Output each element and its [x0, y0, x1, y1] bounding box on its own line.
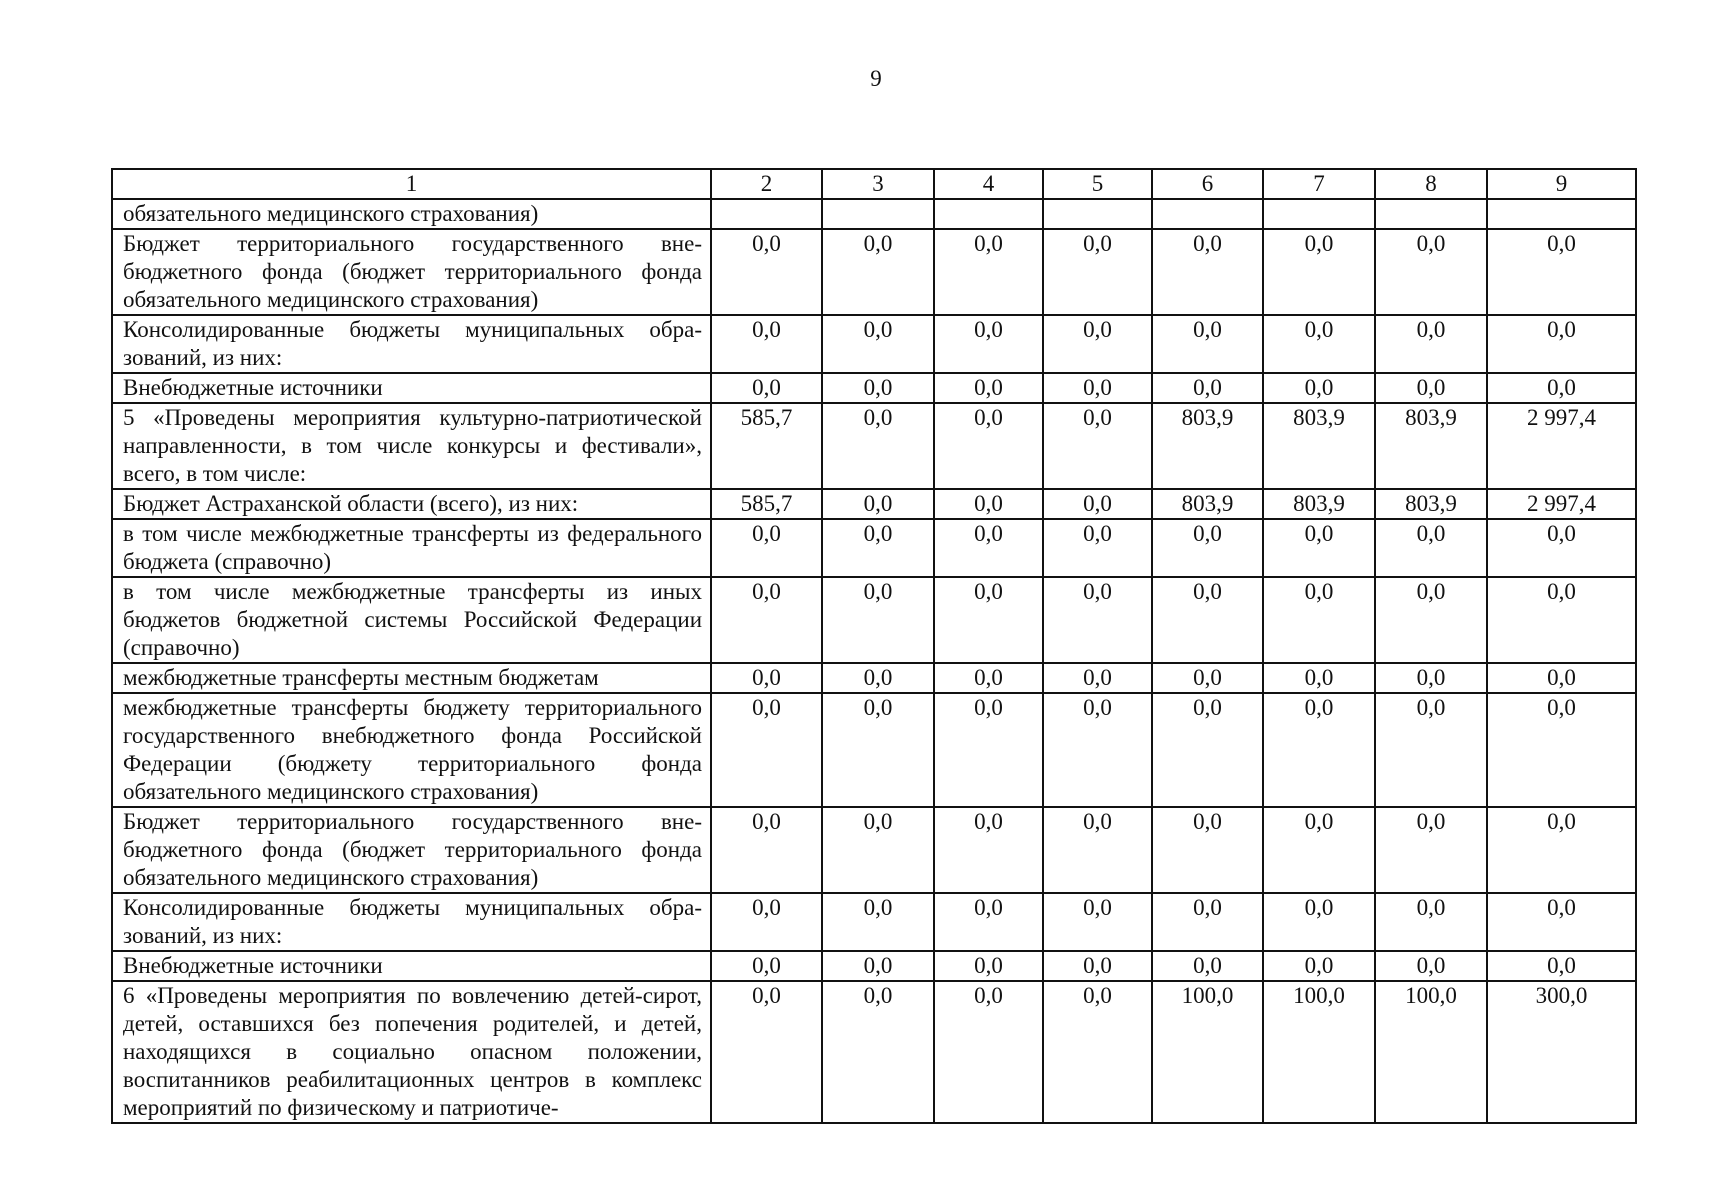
row-label: Бюджет территориального государственного внебюджетного фонда (бюджет территориального фонда обязательного медицинского страхования): [112, 229, 711, 315]
value-cell: 0,0: [711, 373, 822, 403]
value-cell: 0,0: [711, 519, 822, 577]
value-cell: 0,0: [1263, 893, 1375, 951]
value-cell: 0,0: [934, 951, 1043, 981]
page-number: 9: [870, 66, 882, 91]
value-cell: 0,0: [1375, 893, 1487, 951]
value-cell: 0,0: [934, 693, 1043, 807]
table-row: [112, 807, 1636, 893]
value-cell: [1263, 199, 1375, 229]
value-cell: 0,0: [822, 373, 934, 403]
value-cell: 0,0: [934, 315, 1043, 373]
value-cell: 0,0: [1043, 489, 1152, 519]
value-cell: 803,9: [1263, 489, 1375, 519]
value-cell: 0,0: [1152, 693, 1263, 807]
value-cell: 2 997,4: [1487, 403, 1636, 489]
value-cell: 0,0: [1043, 981, 1152, 1123]
table-body: [112, 199, 1636, 1123]
value-cell: 2 997,4: [1487, 489, 1636, 519]
value-cell: 0,0: [1487, 229, 1636, 315]
table-row: [112, 403, 1636, 489]
value-cell: [1487, 199, 1636, 229]
value-cell: [711, 199, 822, 229]
table-row: [112, 981, 1636, 1123]
value-cell: 0,0: [822, 807, 934, 893]
value-cell: 0,0: [1375, 807, 1487, 893]
value-cell: 0,0: [822, 519, 934, 577]
value-cell: 300,0: [1487, 981, 1636, 1123]
value-cell: 0,0: [1263, 373, 1375, 403]
table-row: [112, 373, 1636, 403]
value-cell: 803,9: [1152, 489, 1263, 519]
column-header: 2: [711, 169, 822, 199]
value-cell: 0,0: [711, 577, 822, 663]
value-cell: 0,0: [1152, 577, 1263, 663]
value-cell: [1375, 199, 1487, 229]
row-label: в том числе межбюджетные трансферты из иных бюджетов бюджетной системы Российской Федерации (справочно): [112, 577, 711, 663]
value-cell: 0,0: [1043, 807, 1152, 893]
value-cell: 0,0: [1375, 577, 1487, 663]
value-cell: 0,0: [1487, 951, 1636, 981]
table-row: [112, 951, 1636, 981]
value-cell: 0,0: [1043, 373, 1152, 403]
value-cell: 0,0: [1263, 315, 1375, 373]
table-row: [112, 315, 1636, 373]
value-cell: 0,0: [1487, 315, 1636, 373]
value-cell: 0,0: [934, 489, 1043, 519]
value-cell: 0,0: [1263, 693, 1375, 807]
value-cell: 0,0: [934, 577, 1043, 663]
value-cell: 0,0: [1487, 577, 1636, 663]
value-cell: 0,0: [822, 403, 934, 489]
value-cell: 0,0: [1487, 519, 1636, 577]
value-cell: 0,0: [822, 951, 934, 981]
table-row: [112, 199, 1636, 229]
column-header: 3: [822, 169, 934, 199]
value-cell: 0,0: [1043, 315, 1152, 373]
value-cell: 0,0: [1487, 373, 1636, 403]
column-header: 4: [934, 169, 1043, 199]
row-label: в том числе межбюджетные трансферты из федерального бюджета (справочно): [112, 519, 711, 577]
value-cell: 0,0: [1152, 893, 1263, 951]
row-label: Бюджет Астраханской области (всего), из них:: [112, 489, 711, 519]
table-row: [112, 489, 1636, 519]
table-row: [112, 693, 1636, 807]
value-cell: 0,0: [1152, 373, 1263, 403]
value-cell: 100,0: [1263, 981, 1375, 1123]
value-cell: 0,0: [1487, 693, 1636, 807]
value-cell: 0,0: [1043, 663, 1152, 693]
column-header: 9: [1487, 169, 1636, 199]
value-cell: 100,0: [1375, 981, 1487, 1123]
row-label: Консолидированные бюджеты муниципальных образований, из них:: [112, 893, 711, 951]
value-cell: 0,0: [934, 519, 1043, 577]
column-header: 6: [1152, 169, 1263, 199]
value-cell: 0,0: [1375, 315, 1487, 373]
value-cell: [1152, 199, 1263, 229]
row-label: 6 «Проведены мероприятия по вовлечению детей-сирот, детей, оставшихся без попечения родителей, и детей, находящихся в социально опасном положении, воспитанников реабилитационных центров в комплекс мероприятий по физическому и патриотиче-: [112, 981, 711, 1123]
table-row: [112, 229, 1636, 315]
row-label: Внебюджетные источники: [112, 951, 711, 981]
value-cell: 0,0: [934, 229, 1043, 315]
budget-table: [111, 168, 1637, 1124]
value-cell: 0,0: [711, 315, 822, 373]
table-row: [112, 663, 1636, 693]
value-cell: 0,0: [1487, 663, 1636, 693]
value-cell: 0,0: [711, 893, 822, 951]
column-header: 7: [1263, 169, 1375, 199]
table-row: [112, 577, 1636, 663]
value-cell: 0,0: [1263, 229, 1375, 315]
value-cell: 0,0: [1487, 893, 1636, 951]
value-cell: 0,0: [711, 229, 822, 315]
value-cell: 585,7: [711, 489, 822, 519]
value-cell: 0,0: [711, 693, 822, 807]
value-cell: 0,0: [711, 807, 822, 893]
value-cell: 0,0: [1263, 663, 1375, 693]
value-cell: 0,0: [934, 893, 1043, 951]
value-cell: [822, 199, 934, 229]
value-cell: 0,0: [1152, 315, 1263, 373]
value-cell: [934, 199, 1043, 229]
value-cell: 0,0: [1375, 951, 1487, 981]
value-cell: 0,0: [1043, 519, 1152, 577]
value-cell: 0,0: [1152, 951, 1263, 981]
column-header: 5: [1043, 169, 1152, 199]
row-label: Бюджет территориального государственного внебюджетного фонда (бюджет территориального фонда обязательного медицинского страхования): [112, 807, 711, 893]
value-cell: 0,0: [934, 403, 1043, 489]
value-cell: 0,0: [822, 489, 934, 519]
value-cell: 0,0: [1263, 519, 1375, 577]
value-cell: 0,0: [1263, 577, 1375, 663]
row-label: Консолидированные бюджеты муниципальных образований, из них:: [112, 315, 711, 373]
value-cell: 0,0: [822, 663, 934, 693]
value-cell: 100,0: [1152, 981, 1263, 1123]
value-cell: 0,0: [1152, 663, 1263, 693]
value-cell: 0,0: [711, 981, 822, 1123]
value-cell: 0,0: [822, 893, 934, 951]
value-cell: 0,0: [822, 693, 934, 807]
value-cell: 0,0: [1043, 951, 1152, 981]
row-label: Внебюджетные источники: [112, 373, 711, 403]
value-cell: 0,0: [711, 951, 822, 981]
value-cell: 0,0: [1375, 663, 1487, 693]
value-cell: 0,0: [1043, 693, 1152, 807]
value-cell: 0,0: [1487, 807, 1636, 893]
value-cell: 0,0: [822, 315, 934, 373]
value-cell: 0,0: [1043, 893, 1152, 951]
value-cell: 0,0: [1043, 403, 1152, 489]
value-cell: 0,0: [822, 981, 934, 1123]
column-header: 8: [1375, 169, 1487, 199]
value-cell: 0,0: [1043, 229, 1152, 315]
value-cell: 585,7: [711, 403, 822, 489]
value-cell: 0,0: [934, 981, 1043, 1123]
value-cell: 0,0: [1263, 951, 1375, 981]
value-cell: 0,0: [934, 373, 1043, 403]
value-cell: 0,0: [1375, 373, 1487, 403]
table-row: [112, 893, 1636, 951]
value-cell: 803,9: [1152, 403, 1263, 489]
value-cell: 0,0: [1375, 693, 1487, 807]
value-cell: 0,0: [1043, 577, 1152, 663]
value-cell: [1043, 199, 1152, 229]
value-cell: 0,0: [1375, 519, 1487, 577]
column-header: 1: [112, 169, 711, 199]
value-cell: 803,9: [1375, 403, 1487, 489]
row-label: межбюджетные трансферты местным бюджетам: [112, 663, 711, 693]
value-cell: 0,0: [1152, 807, 1263, 893]
value-cell: 0,0: [1263, 807, 1375, 893]
value-cell: 0,0: [934, 663, 1043, 693]
table-row: [112, 519, 1636, 577]
row-label: обязательного медицинского страхования): [112, 199, 711, 229]
row-label: 5 «Проведены мероприятия культурно-патриотической направленности, в том числе конкурсы и фестивали», всего, в том числе:: [112, 403, 711, 489]
value-cell: 0,0: [711, 663, 822, 693]
value-cell: 0,0: [1152, 519, 1263, 577]
value-cell: 803,9: [1263, 403, 1375, 489]
row-label: межбюджетные трансферты бюджету территориального государственного внебюджетного фонда Российской Федерации (бюджету территориального фонда обязательного медицинского страхования): [112, 693, 711, 807]
column-number-header-row: [112, 169, 1636, 199]
value-cell: 0,0: [934, 807, 1043, 893]
value-cell: 0,0: [1375, 229, 1487, 315]
value-cell: 803,9: [1375, 489, 1487, 519]
value-cell: 0,0: [1152, 229, 1263, 315]
value-cell: 0,0: [822, 229, 934, 315]
value-cell: 0,0: [822, 577, 934, 663]
